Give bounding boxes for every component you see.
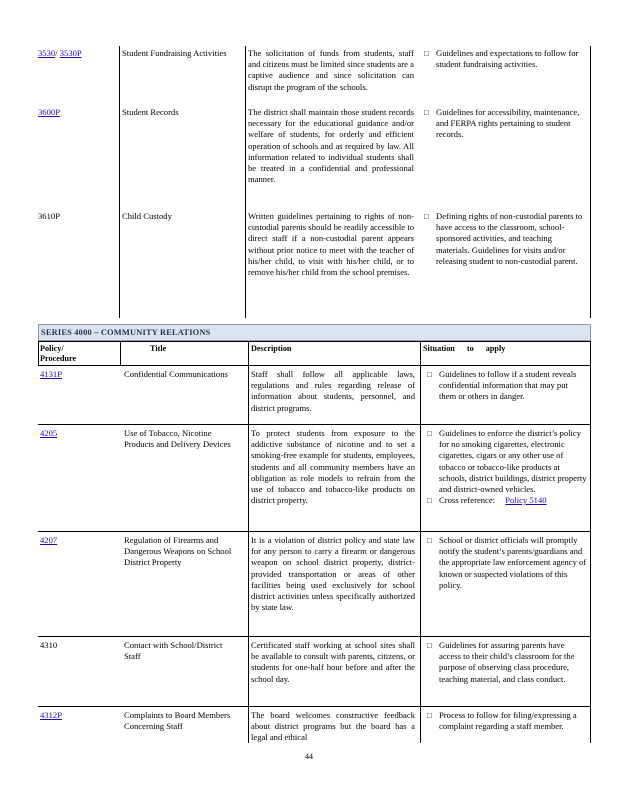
series-heading: SERIES 4000 – COMMUNITY RELATIONS: [38, 324, 591, 341]
policy-link-4131p[interactable]: 4131P: [40, 369, 62, 379]
policy-link-4205[interactable]: 4205: [40, 428, 58, 438]
series-table-border-c1: [120, 341, 121, 365]
header-policy: Policy/ Procedure: [40, 344, 77, 363]
row-separator: [38, 706, 591, 707]
situation-bullet: □ Guidelines and expectations to follow for student fundraising activities.: [424, 48, 586, 70]
policy-cell-4205: [40, 428, 118, 439]
situation-cell: [427, 535, 587, 591]
cross-reference-link[interactable]: Policy 5140: [505, 495, 547, 506]
situation-bullet: □ Guidelines for accessibility, maintenance, and FERPA rights pertaining to student records.: [424, 107, 586, 141]
title-cell: Use of Tobacco, Nicotine Products and Delivery Devices: [124, 428, 231, 450]
title-cell: Student Records: [122, 107, 179, 117]
series-table-border-c3: [420, 341, 421, 743]
title-cell: Regulation of Firearms and Dangerous Weapons on School District Property: [124, 535, 232, 568]
title-cell: Student Fundraising Activities: [122, 48, 227, 58]
policy-link-4207[interactable]: 4207: [40, 535, 58, 545]
policy-link-4312p[interactable]: 4312P: [40, 710, 62, 720]
series-table-border-right: [590, 341, 591, 743]
row-separator: [38, 636, 591, 637]
description-cell: The board welcomes constructive feedback about district programs but the board has a legal and ethical: [251, 710, 415, 743]
top-table-border-mid: [245, 46, 246, 318]
policy-cell-4310: 4310: [40, 640, 58, 650]
policy-link-3530p[interactable]: 3530P: [59, 48, 82, 58]
situation-bullet: □ Guidelines to follow if a student reveals confidential information that may put them or others in danger.: [427, 369, 587, 403]
top-table-border-right: [590, 46, 591, 318]
title-cell: Child Custody: [122, 211, 172, 221]
situation-bullet: □ Process to follow for filing/expressing a complaint regarding a staff member.: [427, 710, 587, 732]
policy-cell-4131p: [40, 369, 118, 380]
situation-cell: [427, 369, 587, 403]
description-cell: Written guidelines pertaining to rights of non-custodial parents should be readily accessible to direct staff if a non-custodial parent appears without prior notice to meet with the teacher of his/her child, to visit with his/her child, or to remove his/her child from the school premises.: [248, 211, 414, 278]
description-cell: Certificated staff working at school sites shall be available to consult with parents, citizens, or students for one-half hour before and after the school day.: [251, 640, 415, 684]
series-table-border-c2: [248, 341, 249, 743]
description-cell: To protect students from exposure to the addictive substance of nicotine and to set a smoking-free example for students, employees, students and all community members have an obligation as role models to refrain from the use of tobacco and tobacco-like products on district property.: [251, 428, 415, 506]
series-table-border-left: [38, 341, 39, 365]
header-description: Description: [251, 344, 292, 353]
situation-cell: [427, 428, 587, 506]
policy-cell-3610p: 3610P: [38, 211, 60, 221]
header-situation: Situation to apply: [423, 344, 506, 353]
description-cell: The district shall maintain those student records necessary for the educational guidance and/or welfare of students, for orderly and efficient operation of schools and as required by law. All information related to individual students shall be treated in a confidential and professional manner.: [248, 107, 414, 185]
cross-reference-label: Cross reference:: [439, 495, 496, 506]
situation-bullet: □ Guidelines for assuring parents have access to their child’s classroom for the purpose of observing class procedure, teaching material, and class conduct.: [427, 640, 587, 685]
top-table-border-left: [119, 46, 120, 318]
row-separator: [38, 424, 591, 425]
policy-separator: /: [55, 48, 58, 58]
policy-link-3530[interactable]: 3530: [38, 48, 56, 58]
row-separator: [38, 531, 591, 532]
policy-cell-3530: [38, 48, 118, 59]
situation-cell: [427, 640, 587, 685]
situation-cell: [424, 107, 586, 141]
title-cell: Contact with School/District Staff: [124, 640, 223, 662]
situation-bullet: □ School or district officials will promptly notify the student’s parents/guardians and the appropriate law enforcement agency of known or suspected violations of this policy.: [427, 535, 587, 591]
header-title: Title: [150, 344, 167, 353]
description-cell: Staff shall follow all applicable laws, regulations and rules regarding release of information about students, personnel, and district programs.: [251, 369, 415, 413]
situation-cell: [424, 48, 586, 70]
situation-cell: [427, 710, 587, 732]
description-cell: It is a violation of district policy and state law for any person to carry a firearm or dangerous weapon on school district property, district-provided transportation or areas of other facilities being used exclusively for school district activities unless specifically authorized by state law.: [251, 535, 415, 613]
description-cell: The solicitation of funds from students, staff and citizens must be limited since students are a captive audience and since solicitation can disrupt the program of the schools.: [248, 48, 414, 92]
policy-link-3600p[interactable]: 3600P: [38, 107, 60, 117]
policy-cell-4312p: [40, 710, 118, 721]
situation-bullet: □ Defining rights of non-custodial parents to have access to the classroom, school-sponsored activities, and teaching materials. Guidelines for visits and/or releasing student to non-custodial parent.: [424, 211, 586, 267]
situation-cell: [424, 211, 586, 267]
policy-cell-4207: [40, 535, 118, 546]
title-cell: Confidential Communications: [124, 369, 228, 379]
title-cell: Complaints to Board Members Concerning Staff: [124, 710, 231, 732]
policy-cell-3600p: [38, 107, 118, 118]
header-bottom-border: [38, 365, 591, 366]
situation-bullet: □ Guidelines to enforce the district’s policy for no smoking cigarettes, electronic cigarettes, cigars or any other use of tobacco or tobacco-like products at schools, district buildings, district property and district-owned vehicles.: [427, 428, 587, 495]
page-number: 44: [305, 752, 313, 761]
cross-reference: [427, 495, 587, 506]
